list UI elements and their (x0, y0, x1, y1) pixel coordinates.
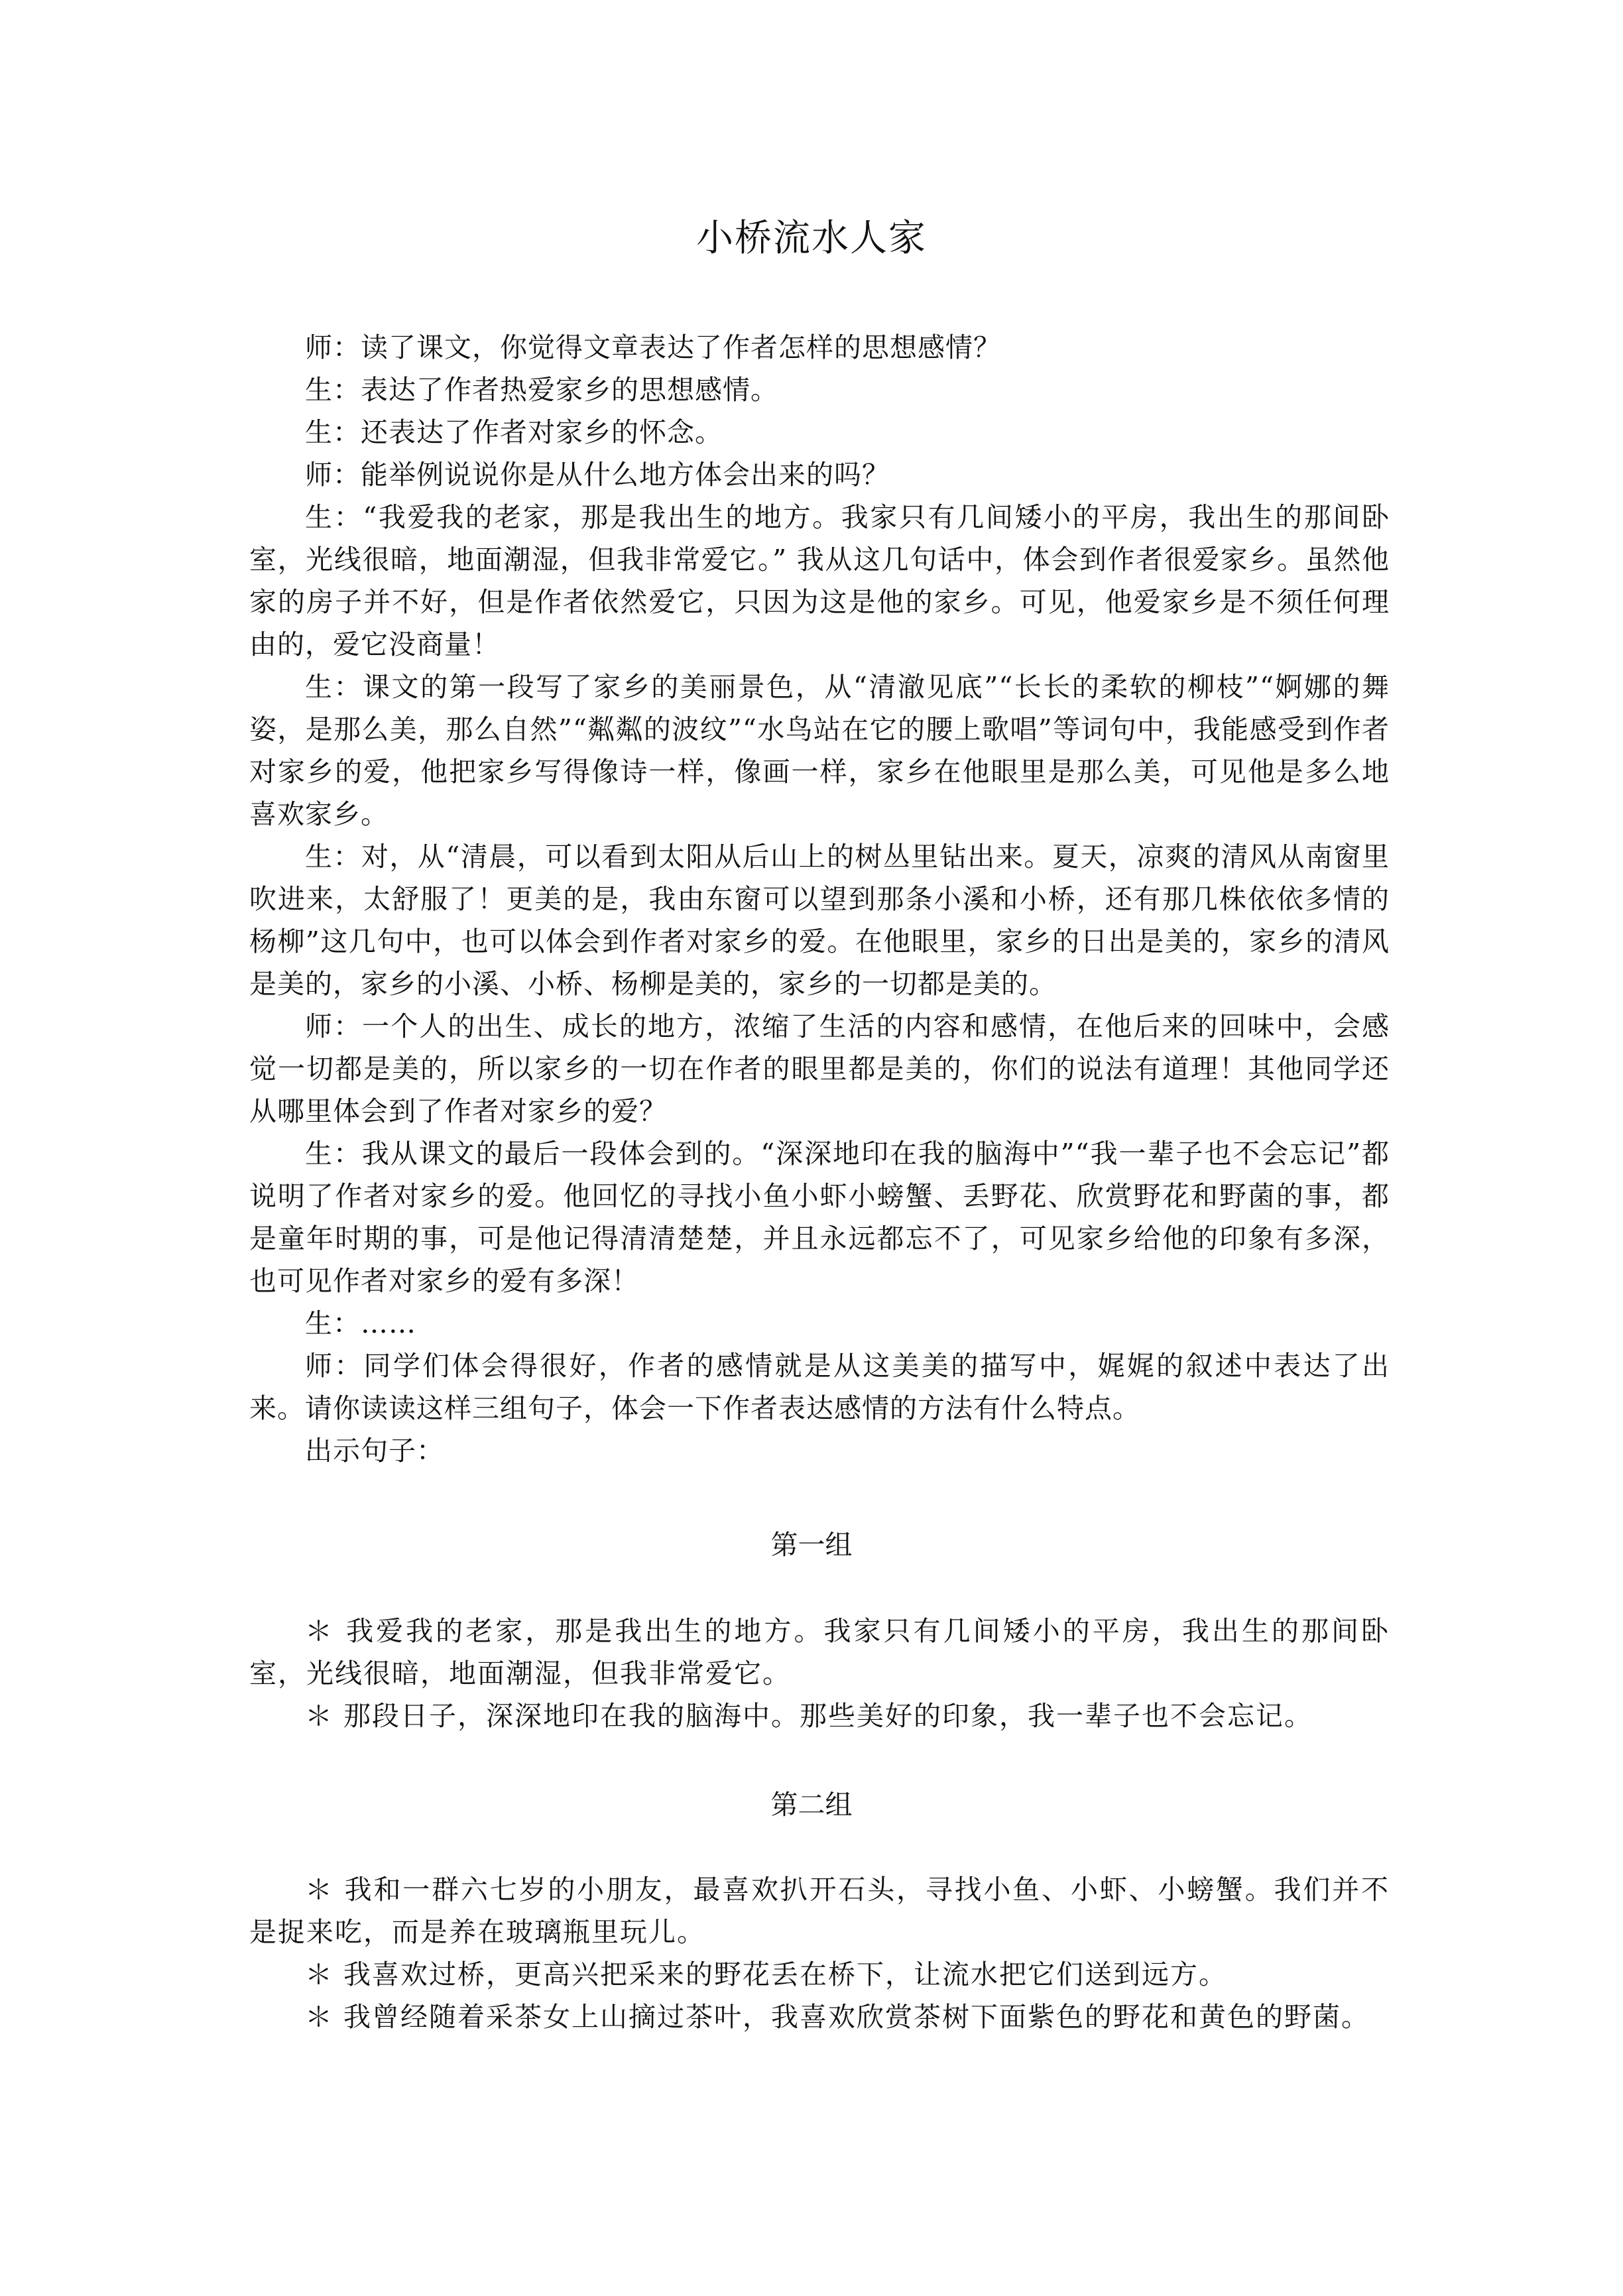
group2-heading: 第二组 (770, 1789, 853, 1821)
paragraph: 师：一个人的出生、成长的地方，浓缩了生活的内容和感情，在他后来的回味中，会感觉一切都是美的，所以家乡的一切在作者的眼里都是美的，你们的说法有道理！其他同学还从哪里体会到了作者对家乡的爱？ (249, 1010, 1390, 1127)
paragraph: 师：能举例说说你是从什么地方体会出来的吗？ (305, 459, 890, 491)
example-sentence: ＊ 我爱我的老家，那是我出生的地方。我家只有几间矮小的平房，我出生的那间卧室，光线很暗，地面潮湿，但我非常爱它。 (249, 1615, 1390, 1689)
dialogue-body (249, 326, 1390, 1472)
paragraph: 师：读了课文，你觉得文章表达了作者怎样的思想感情？ (305, 332, 1001, 363)
example-sentence: ＊ 那段日子，深深地印在我的脑海中。那些美好的印象，我一辈子也不会忘记。 (305, 1700, 1313, 1732)
paragraph: 出示句子： (305, 1435, 444, 1467)
paragraph: 生：课文的第一段写了家乡的美丽景色，从“清澈见底”“长长的柔软的柳枝”“婀娜的舞姿，是那么美，那么自然”“粼粼的波纹”“水鸟站在它的腰上歌唱”等词句中，我能感受到作者对家乡的爱，他把家乡写得像诗一样，像画一样，家乡在他眼里是那么美，可见他是多么地喜欢家乡。 (249, 671, 1390, 830)
example-sentence: ＊ 我曾经随着采茶女上山摘过茶叶，我喜欢欣赏茶树下面紫色的野花和黄色的野菌。 (305, 2001, 1370, 2033)
paragraph: 师：同学们体会得很好，作者的感情就是从这美美的描写中，娓娓的叙述中表达了出来。请你读读这样三组句子，体会一下作者表达感情的方法有什么特点。 (249, 1350, 1390, 1424)
page-title: 小桥流水人家 (696, 217, 927, 260)
group2-sentences (249, 1868, 1390, 2038)
group1-heading: 第一组 (770, 1529, 853, 1561)
example-sentence: ＊ 我喜欢过桥，更高兴把采来的野花丢在桥下，让流水把它们送到远方。 (305, 1959, 1228, 1990)
paragraph: 生：“我爱我的老家，那是我出生的地方。我家只有几间矮小的平房，我出生的那间卧室，光线很暗，地面潮湿，但我非常爱它。” 我从这几句话中，体会到作者很爱家乡。虽然他家的房子并不好，但是作者依然爱它，只因为这是他的家乡。可见，他爱家乡是不须任何理由的，爱它没商量！ (249, 501, 1390, 660)
group1-sentences (249, 1610, 1390, 1737)
paragraph: 生：还表达了作者对家乡的怀念。 (305, 416, 723, 448)
example-sentence: ＊ 我和一群六七岁的小朋友，最喜欢扒开石头，寻找小鱼、小虾、小螃蟹。我们并不是捉来吃，而是养在玻璃瓶里玩儿。 (249, 1874, 1390, 1948)
paragraph: 生：表达了作者热爱家乡的思想感情。 (305, 374, 778, 406)
paragraph: 生：…… (305, 1307, 416, 1339)
paragraph: 生：我从课文的最后一段体会到的。“深深地印在我的脑海中”“我一辈子也不会忘记”都说明了作者对家乡的爱。他回忆的寻找小鱼小虾小螃蟹、丢野花、欣赏野花和野菌的事，都是童年时期的事，可是他记得清清楚楚，并且永远都忘不了，可见家乡给他的印象有多深，也可见作者对家乡的爱有多深！ (249, 1138, 1390, 1297)
paragraph: 生：对，从“清晨，可以看到太阳从后山上的树丛里钻出来。夏天，凉爽的清风从南窗里吹进来，太舒服了！更美的是，我由东窗可以望到那条小溪和小桥，还有那几株依依多情的杨柳”这几句中，也可以体会到作者对家乡的爱。在他眼里，家乡的日出是美的，家乡的清风是美的，家乡的小溪、小桥、杨柳是美的，家乡的一切都是美的。 (249, 841, 1390, 1000)
